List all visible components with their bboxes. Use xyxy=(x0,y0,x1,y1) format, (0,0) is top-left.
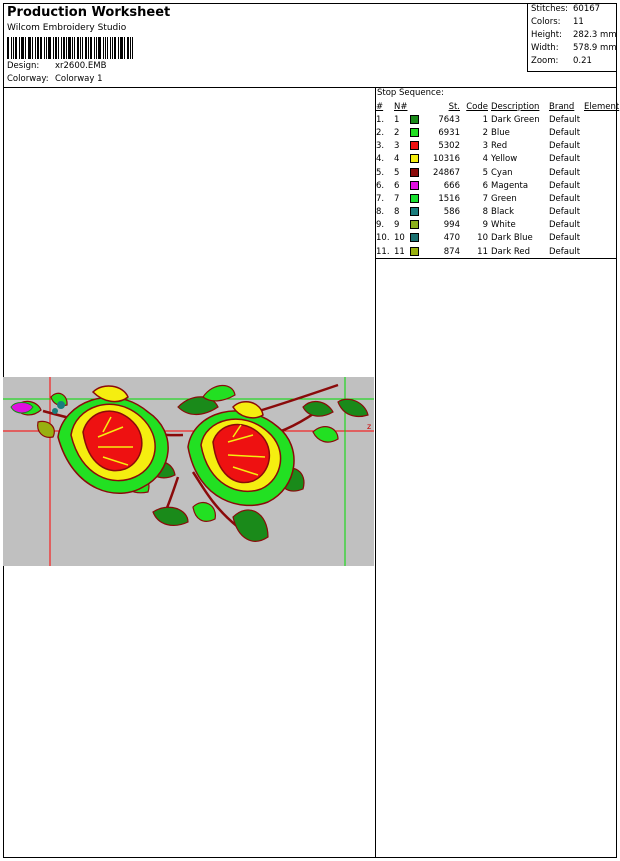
row-code: 11 xyxy=(477,246,488,257)
col-element: Element xyxy=(584,101,620,112)
row-element xyxy=(584,206,619,219)
barcode-bar xyxy=(120,37,123,59)
row-num: 2. xyxy=(376,127,385,138)
stitches-row xyxy=(531,4,600,14)
stitches-value: 60167 xyxy=(573,4,601,14)
barcode-bar xyxy=(118,37,119,59)
color-swatch-box xyxy=(410,207,419,216)
zoom-row xyxy=(531,56,592,66)
row-description: Blue xyxy=(491,127,510,138)
color-swatch xyxy=(410,166,424,179)
row-num: 3. xyxy=(376,141,385,152)
row-n: 6 xyxy=(394,180,400,191)
barcode-bar xyxy=(46,37,47,59)
colorway-value: Colorway 1 xyxy=(55,74,103,84)
row-code: 7 xyxy=(482,193,488,204)
color-swatch xyxy=(410,126,424,139)
row-num: 8. xyxy=(376,207,385,218)
col-num: # xyxy=(376,101,384,112)
color-swatch xyxy=(410,113,424,126)
barcode-bar xyxy=(15,37,17,59)
design-label: Design: xyxy=(7,61,40,71)
table-header-row xyxy=(376,100,619,113)
row-brand: Default xyxy=(549,154,581,165)
page-title: Production Worksheet xyxy=(7,5,171,20)
row-brand: Default xyxy=(549,141,581,152)
row-n: 1 xyxy=(394,114,400,125)
color-swatch-box xyxy=(410,233,419,242)
row-stitches: 7643 xyxy=(438,114,460,125)
row-element xyxy=(584,126,619,139)
row-num: 7. xyxy=(376,193,385,204)
design-value: xr2600.EMB xyxy=(55,61,107,71)
barcode-bar xyxy=(80,37,81,59)
width-label: Width: xyxy=(531,43,559,53)
design-preview xyxy=(3,377,374,566)
table-row xyxy=(376,166,619,179)
table-row xyxy=(376,179,619,192)
row-n: 9 xyxy=(394,220,400,231)
row-description: Dark Blue xyxy=(491,233,533,244)
col-n: N# xyxy=(394,101,408,112)
barcode-bar xyxy=(130,37,131,59)
row-stitches: 666 xyxy=(443,180,460,191)
row-n: 11 xyxy=(394,246,405,257)
table-row xyxy=(376,232,619,245)
leaves xyxy=(15,385,368,541)
row-description: Dark Red xyxy=(491,246,531,257)
row-num: 6. xyxy=(376,180,385,191)
stop-sequence-table xyxy=(376,100,619,258)
colorway-label: Colorway: xyxy=(7,74,49,84)
row-description: Green xyxy=(491,193,517,204)
color-swatch-box xyxy=(410,181,419,190)
row-brand: Default xyxy=(549,207,581,218)
color-swatch-box xyxy=(410,141,419,150)
barcode-bar xyxy=(90,37,92,59)
row-description: Cyan xyxy=(491,167,513,178)
color-swatch xyxy=(410,206,424,219)
col-code: Code xyxy=(466,101,488,112)
table-row xyxy=(376,113,619,126)
row-element xyxy=(584,140,619,153)
table-row xyxy=(376,126,619,139)
row-description: Yellow xyxy=(491,154,518,165)
barcode-bar xyxy=(40,37,42,59)
row-brand: Default xyxy=(549,233,581,244)
worksheet-header xyxy=(3,3,617,88)
row-element xyxy=(584,219,619,232)
row-code: 8 xyxy=(482,207,488,218)
zoom-label: Zoom: xyxy=(531,56,559,66)
row-brand: Default xyxy=(549,180,581,191)
barcode-bar xyxy=(96,37,97,59)
barcode-bar xyxy=(110,37,111,59)
barcode-bar xyxy=(127,37,129,59)
row-brand: Default xyxy=(549,114,581,125)
color-swatch xyxy=(410,192,424,205)
table-row xyxy=(376,206,619,219)
barcode-bar xyxy=(7,37,9,59)
row-stitches: 5302 xyxy=(438,141,460,152)
row-brand: Default xyxy=(549,246,581,257)
barcode xyxy=(7,37,135,59)
col-brand: Brand xyxy=(549,101,575,112)
row-element xyxy=(584,113,619,126)
barcode-bar xyxy=(82,37,83,59)
barcode-bar xyxy=(11,37,12,59)
barcode-bar xyxy=(74,37,75,59)
barcode-bar xyxy=(132,37,133,59)
color-swatch-box xyxy=(410,115,419,124)
row-n: 8 xyxy=(394,207,400,218)
table-row xyxy=(376,192,619,205)
row-brand: Default xyxy=(549,167,581,178)
row-element xyxy=(584,166,619,179)
row-element xyxy=(584,179,619,192)
row-n: 2 xyxy=(394,127,400,138)
color-swatch xyxy=(410,232,424,245)
table-row xyxy=(376,219,619,232)
color-swatch-box xyxy=(410,128,419,137)
flower-left xyxy=(58,386,168,493)
barcode-bar xyxy=(98,37,101,59)
col-swatch xyxy=(410,100,424,113)
col-description: Description xyxy=(491,101,540,112)
barcode-bar xyxy=(94,37,95,59)
app-name: Wilcom Embroidery Studio xyxy=(7,23,127,33)
row-code: 10 xyxy=(477,233,488,244)
color-swatch-box xyxy=(410,247,419,256)
barcode-bar xyxy=(103,37,104,59)
row-element xyxy=(584,245,619,258)
barcode-bar xyxy=(85,37,87,59)
table-row xyxy=(376,140,619,153)
height-row xyxy=(531,30,617,40)
row-stitches: 470 xyxy=(443,233,460,244)
axis-label: z xyxy=(367,422,372,431)
stop-sequence-title: Stop Sequence: xyxy=(377,88,444,98)
barcode-bar xyxy=(114,37,116,59)
row-stitches: 994 xyxy=(443,220,460,231)
row-num: 10. xyxy=(376,233,390,244)
row-element xyxy=(584,153,619,166)
row-code: 3 xyxy=(482,141,488,152)
row-n: 3 xyxy=(394,141,400,152)
barcode-bar xyxy=(53,37,54,59)
row-stitches: 1516 xyxy=(438,193,460,204)
row-code: 6 xyxy=(482,180,488,191)
row-description: White xyxy=(491,220,516,231)
barcode-bar xyxy=(88,37,89,59)
color-swatch-box xyxy=(410,154,419,163)
row-n: 10 xyxy=(394,233,405,244)
height-value: 282.3 mm xyxy=(573,30,617,40)
width-value: 578.9 mm xyxy=(573,43,617,53)
barcode-bar xyxy=(19,37,20,59)
barcode-bar xyxy=(28,37,29,59)
barcode-bar xyxy=(68,37,71,59)
row-num: 1. xyxy=(376,114,385,125)
row-brand: Default xyxy=(549,193,581,204)
barcode-bar xyxy=(61,37,62,59)
barcode-bar xyxy=(66,37,67,59)
width-row xyxy=(531,43,617,53)
row-description: Red xyxy=(491,141,508,152)
barcode-bar xyxy=(77,37,79,59)
row-num: 9. xyxy=(376,220,385,231)
barcode-bar xyxy=(105,37,106,59)
color-swatch xyxy=(410,140,424,153)
color-swatch-box xyxy=(410,220,419,229)
barcode-bar xyxy=(37,37,39,59)
row-element xyxy=(584,192,619,205)
barcode-bar xyxy=(107,37,109,59)
color-swatch xyxy=(410,245,424,258)
row-brand: Default xyxy=(549,127,581,138)
row-element xyxy=(584,232,619,245)
colors-value: 11 xyxy=(573,17,584,27)
table-row xyxy=(376,245,619,258)
design-row xyxy=(7,61,106,71)
row-code: 2 xyxy=(482,127,488,138)
row-num: 4. xyxy=(376,154,385,165)
colors-label: Colors: xyxy=(531,17,561,27)
row-code: 5 xyxy=(482,167,488,178)
row-num: 11. xyxy=(376,246,390,257)
row-num: 5. xyxy=(376,167,385,178)
height-label: Height: xyxy=(531,30,562,40)
color-swatch xyxy=(410,219,424,232)
barcode-bar xyxy=(29,37,31,59)
color-swatch-box xyxy=(410,194,419,203)
color-swatch xyxy=(410,153,424,166)
row-code: 4 xyxy=(482,154,488,165)
row-stitches: 24867 xyxy=(432,167,460,178)
barcode-bar xyxy=(44,37,45,59)
col-stitches: St. xyxy=(448,101,460,112)
row-code: 9 xyxy=(482,220,488,231)
row-description: Black xyxy=(491,207,514,218)
barcode-bar xyxy=(112,37,113,59)
barcode-bar xyxy=(63,37,65,59)
row-description: Magenta xyxy=(491,180,529,191)
row-stitches: 6931 xyxy=(438,127,460,138)
row-stitches: 10316 xyxy=(432,154,460,165)
colorway-row xyxy=(7,74,103,84)
row-stitches: 874 xyxy=(443,246,460,257)
row-n: 4 xyxy=(394,154,400,165)
table-row xyxy=(376,153,619,166)
barcode-bar xyxy=(48,37,51,59)
row-code: 1 xyxy=(482,114,488,125)
stitches-label: Stitches: xyxy=(531,4,569,14)
color-swatch xyxy=(410,179,424,192)
barcode-bar xyxy=(35,37,36,59)
color-swatch-box xyxy=(410,168,419,177)
barcode-bar xyxy=(32,37,33,59)
row-description: Dark Green xyxy=(491,114,540,125)
barcode-bar xyxy=(58,37,59,59)
zoom-value: 0.21 xyxy=(573,56,592,66)
embroidery-design xyxy=(3,377,374,566)
barcode-bar xyxy=(25,37,26,59)
barcode-bar xyxy=(72,37,73,59)
barcode-bar xyxy=(124,37,125,59)
barcode-bar xyxy=(55,37,57,59)
row-n: 5 xyxy=(394,167,400,178)
row-stitches: 586 xyxy=(443,207,460,218)
row-n: 7 xyxy=(394,193,400,204)
colors-row xyxy=(531,17,584,27)
barcode-bar xyxy=(13,37,14,59)
stats-box xyxy=(527,3,617,72)
row-brand: Default xyxy=(549,220,581,231)
barcode-bar xyxy=(21,37,24,59)
